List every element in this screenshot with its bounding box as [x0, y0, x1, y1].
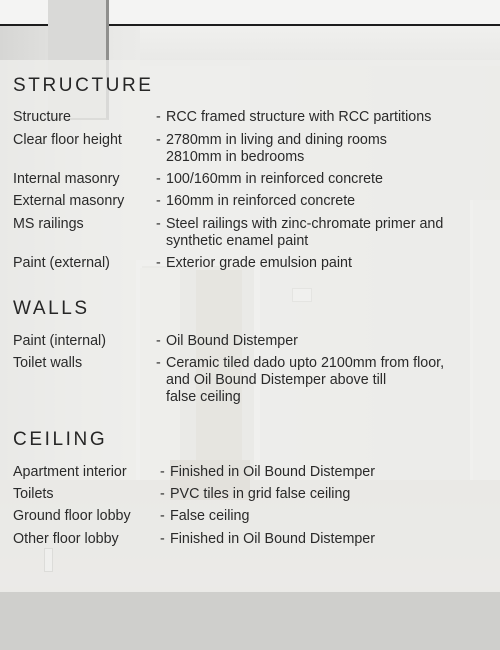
spec-label: Other floor lobby: [13, 531, 119, 547]
spec-value: Ceramic tiled dado upto 2100mm from floor,: [166, 355, 445, 371]
spec-label: Toilet walls: [13, 355, 83, 371]
spec-dash: -: [156, 132, 161, 148]
spec-value-line2: 2810mm in bedrooms: [166, 149, 305, 165]
spec-label: Clear floor height: [13, 132, 122, 148]
spec-value: Exterior grade emulsion paint: [166, 255, 352, 271]
spec-label: Toilets: [13, 486, 54, 502]
spec-value: PVC tiles in grid false ceiling: [170, 486, 351, 502]
spec-dash: -: [160, 531, 165, 547]
spec-dash: -: [156, 255, 161, 271]
section-title-structure: STRUCTURE: [13, 75, 154, 96]
spec-label: Structure: [13, 109, 72, 125]
spec-dash: -: [156, 171, 161, 187]
spec-dash: -: [156, 193, 161, 209]
spec-value: 100/160mm in reinforced concrete: [166, 171, 383, 187]
spec-value: Oil Bound Distemper: [166, 333, 298, 349]
spec-value: Finished in Oil Bound Distemper: [170, 531, 376, 547]
spec-value: 160mm in reinforced concrete: [166, 193, 356, 209]
spec-dash: -: [156, 109, 161, 125]
spec-value: Finished in Oil Bound Distemper: [170, 464, 376, 480]
spec-dash: -: [160, 486, 165, 502]
bottom-band: [0, 592, 500, 650]
spec-dash: -: [156, 355, 161, 371]
spec-dash: -: [156, 216, 161, 232]
spec-label: Ground floor lobby: [13, 508, 131, 524]
spec-dash: -: [156, 333, 161, 349]
spec-label: Paint (external): [13, 255, 110, 271]
section-title-ceiling: CEILING: [13, 429, 108, 450]
spec-value: Steel railings with zinc-chromate primer and: [166, 216, 444, 232]
spec-value: RCC framed structure with RCC partitions: [166, 109, 432, 125]
spec-label: Internal masonry: [13, 171, 120, 187]
spec-value: False ceiling: [170, 508, 250, 524]
spec-label: MS railings: [13, 216, 84, 232]
spec-value: 2780mm in living and dining rooms: [166, 132, 387, 148]
spec-dash: -: [160, 464, 165, 480]
spec-label: Paint (internal): [13, 333, 106, 349]
spec-value-line3: false ceiling: [166, 389, 241, 405]
spec-value-line2: synthetic enamel paint: [166, 233, 309, 249]
spec-label: Apartment interior: [13, 464, 127, 480]
spec-dash: -: [160, 508, 165, 524]
section-title-walls: WALLS: [13, 298, 90, 319]
spec-value-line2: and Oil Bound Distemper above till: [166, 372, 387, 388]
spec-label: External masonry: [13, 193, 125, 209]
